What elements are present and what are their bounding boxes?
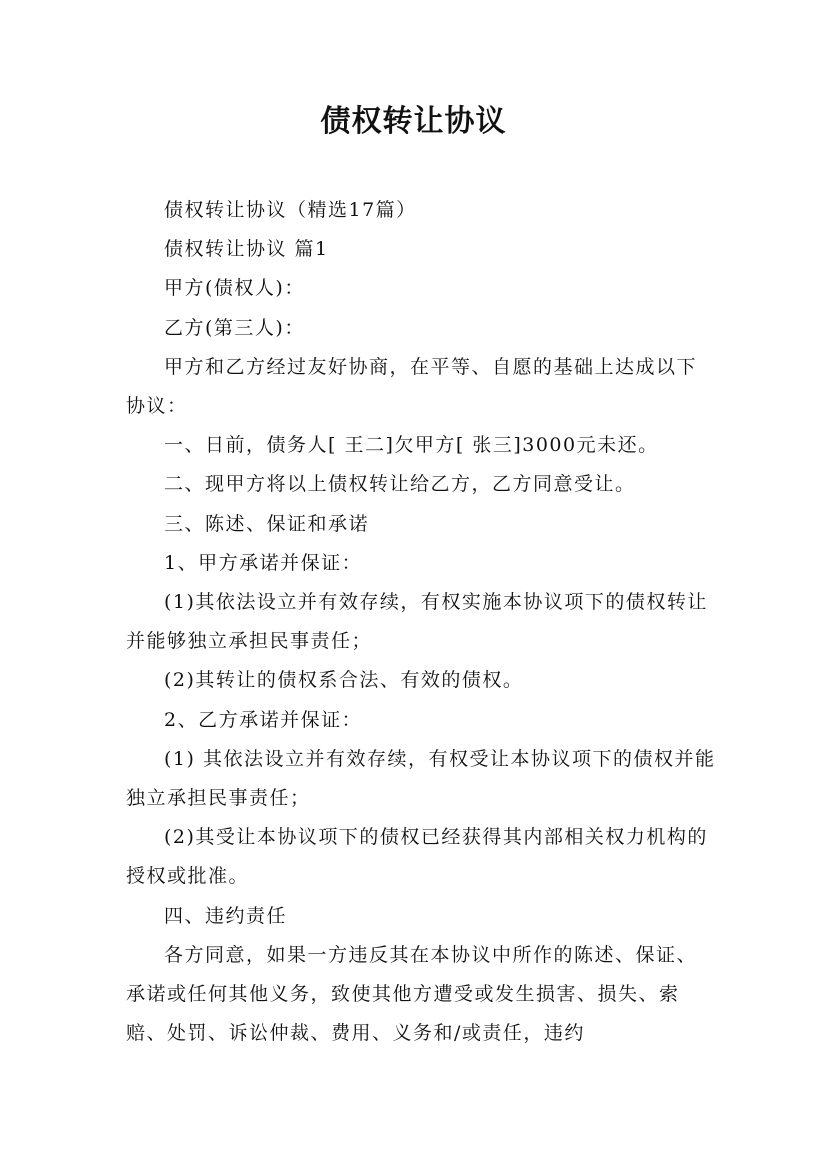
paragraph: 四、违约责任: [164, 904, 288, 927]
paragraph: 各方同意，如果一方违反其在本协议中所作的陈述、保证、承诺或任何其他义务，致使其他方遭受或发生损害、损失、索赔、处罚、诉讼仲裁、费用、义务和/或责任，违约: [126, 943, 698, 1045]
paragraph: 三、陈述、保证和承诺: [164, 512, 370, 535]
paragraph: 债权转让协议 篇1: [164, 238, 329, 261]
paragraph: (1)其依法设立并有效存续，有权实施本协议项下的债权转让并能够独立承担民事责任；: [126, 591, 708, 653]
paragraph: (2)其转让的债权系合法、有效的债权。: [164, 669, 524, 692]
paragraph: (1) 其依法设立并有效存续，有权受让本协议项下的债权并能独立承担民事责任；: [126, 747, 716, 810]
paragraph: 债权转让协议（精选17篇）: [164, 199, 417, 221]
document-body: [126, 191, 716, 1053]
paragraph: 2、乙方承诺并保证：: [164, 708, 363, 731]
paragraph: (2)其受让本协议项下的债权已经获得其内部相关权力机构的授权或批准。: [126, 826, 708, 888]
paragraph: 一、日前，债务人[ 王二]欠甲方[ 张三]3000元未还。: [164, 434, 659, 457]
paragraph: 二、现甲方将以上债权转让给乙方，乙方同意受让。: [164, 473, 636, 496]
paragraph: 甲方和乙方经过友好协商，在平等、自愿的基础上达成以下协议：: [126, 355, 698, 418]
paragraph: 1、甲方承诺并保证：: [164, 551, 363, 574]
paragraph: 乙方(第三人)：: [164, 316, 305, 339]
paragraph: 甲方(债权人)：: [164, 277, 305, 300]
document-title: 债权转让协议: [320, 104, 507, 139]
